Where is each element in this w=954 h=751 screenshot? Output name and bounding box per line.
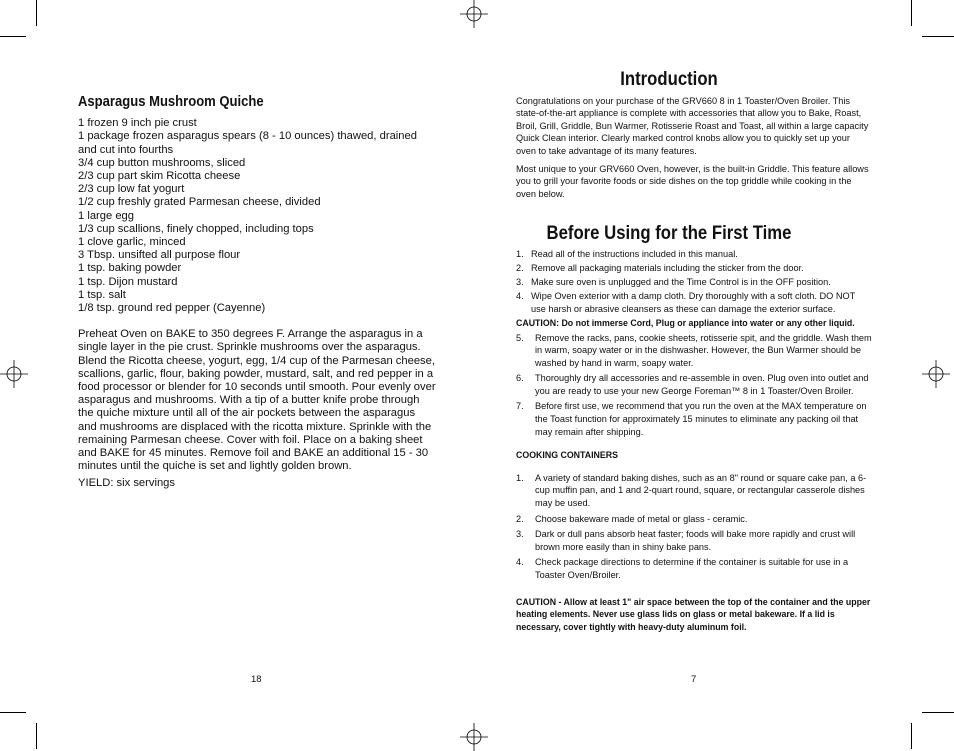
ingredient-item: 2/3 cup low fat yogurt [78,183,185,196]
first-time-steps [516,248,872,315]
step-number: 2. [516,263,524,274]
registration-mark-icon [460,723,488,751]
step-item [516,262,872,275]
recipe-method: Preheat Oven on BAKE to 350 degrees F. Arrange the asparagus in a single layer in the pie crust. Sprinkle mushrooms over the asparagus. Blend the Ricotta cheese, yogurt, egg, 1/4 cup of the Parmesan cheese, scallions, garlic, flour, baking powder, mustard, salt, and red pepper in a food processor or blender for 10 seconds until smooth. Pour evenly over asparagus and mushrooms. With a tip of a butter knife probe through the quiche mixture until all of the air pockets between the asparagus and mushrooms are displaced with the ricotta mixture. Sprinkle with the remaining Parmesan cheese. Cover with foil. Place on a baking sheet and BAKE for 45 minutes. Remove foil and BAKE an additional 15 - 30 minutes until the quiche is set and lightly golden brown. [78,328,436,473]
container-item [516,513,872,526]
step-number: 3. [516,277,524,288]
ingredient-item: 2/3 cup part skim Ricotta cheese [78,170,241,183]
step-item [516,332,872,370]
containers-heading: COOKING CONTAINERS [516,450,618,461]
item-text: A variety of standard baking dishes, such as an 8" round or square cake pan, a 6-cup muffin pan, and 1 and 2-quart round, square, or rectangular casserole dishes may be used. [535,472,867,509]
crop-mark [36,0,37,26]
container-item [516,556,872,581]
item-number: 3. [516,529,524,540]
ingredient-item: 1 tsp. baking powder [78,262,182,275]
step-text: Before first use, we recommend that you run the oven at the MAX temperature on the Toast function for approximately 15 minutes to eliminate any packing oil that may remain after shipping. [535,401,867,437]
item-text: Choose bakeware made of metal or glass - ceramic. [535,513,748,524]
crop-mark [0,36,26,37]
ingredient-item: 1/8 tsp. ground red pepper (Cayenne) [78,302,266,315]
introduction-title: Introduction [620,69,718,90]
crop-mark [922,36,954,37]
item-number: 2. [516,513,524,524]
step-item [516,372,872,397]
item-number: 4. [516,557,524,568]
crop-mark [36,723,37,749]
registration-mark-icon [0,360,28,388]
crop-mark [0,712,26,713]
crop-mark [911,0,912,26]
container-item [516,528,872,553]
step-text: Wipe Oven exterior with a damp cloth. Dry thoroughly with a soft cloth. DO NOT use harsh or abrasive cleansers as these can damage the exterior surface. [531,291,856,314]
step-number: 6. [516,373,524,384]
page-number-right: 7 [691,674,697,685]
step-item [516,400,872,438]
step-number: 4. [516,291,524,302]
step-text: Remove all packaging materials including the sticker from the door. [531,263,804,274]
step-text: Thoroughly dry all accessories and re-assemble in oven. Plug oven into outlet and you are ready to use your new George Foreman™ 8 in 1 Toaster/Oven Broiler. [535,373,869,396]
step-text: Read all of the instructions included in this manual. [531,248,738,259]
ingredient-item: 1/3 cup scallions, finely chopped, including tops [78,222,314,235]
ingredient-item: 1/2 cup freshly grated Parmesan cheese, divided [78,196,321,209]
crop-mark [922,712,954,713]
step-text: Remove the racks, pans, cookie sheets, rotisserie spit, and the griddle. Wash them in warm, soapy water or in the dishwasher. However, the Bun Warmer should be washed by hand in warm, soapy water. [535,332,872,368]
page-number-left: 18 [251,674,262,685]
step-text: Make sure oven is unplugged and the Time Control is in the OFF position. [531,277,831,288]
recipe-yield: YIELD: six servings [78,477,175,490]
ingredient-item: 1 clove garlic, minced [78,236,186,249]
ingredient-item: 1 large egg [78,209,134,222]
ingredient-item: 1 package frozen asparagus spears (8 - 10 ounces) thawed, drained and cut into fourths [78,130,417,156]
container-item [516,472,872,510]
step-item [516,276,872,289]
ingredient-item: 3 Tbsp. unsifted all purpose flour [78,249,241,262]
manual-page [516,69,872,633]
item-number: 1. [516,472,524,483]
step-number: 7. [516,401,524,412]
intro-paragraph: Congratulations on your purchase of the GRV660 8 in 1 Toaster/Oven Broiler. This state-of-the-art appliance is complete with accessories that allow you to Bake, Roast, Broil, Grill, Griddle, Bun Warmer, Rotisserie Roast and Toast, all within a large capacity Quick Clean interior. Clearly marked control knobs allow you to quickly set up your oven to take advantage of its many features. [516,95,869,156]
caution-air-space: CAUTION - Allow at least 1" air space between the top of the container and the upper heating elements. Never use glass lids on glass or metal bakeware. If a lid is necessary, cover tightly with heavy-duty aluminum foil. [516,596,871,632]
crop-mark [911,723,912,749]
recipe-page [78,96,436,491]
first-time-title: Before Using for the First Time [546,223,792,245]
step-number: 1. [516,248,524,259]
ingredient-item: 1 frozen 9 inch pie crust [78,117,197,130]
registration-mark-icon [922,360,950,388]
ingredient-item: 1 tsp. Dijon mustard [78,275,178,288]
recipe-title: Asparagus Mushroom Quiche [78,94,264,110]
item-text: Dark or dull pans absorb heat faster; foods will bake more rapidly and crust will brown more easily than in shiny bake pans. [535,529,856,552]
ingredient-item: 1 tsp. salt [78,288,126,301]
ingredient-list [78,117,436,315]
ingredient-item: 3/4 cup button mushrooms, sliced [78,156,246,169]
first-time-steps-continued [516,332,872,439]
registration-mark-icon [460,0,488,28]
caution-immerse: CAUTION: Do not immerse Cord, Plug or appliance into water or any other liquid. [516,317,855,328]
step-number: 5. [516,332,524,343]
containers-list [516,472,872,582]
item-text: Check package directions to determine if the container is suitable for use in a Toaster Oven/Broiler. [535,557,849,580]
intro-paragraph: Most unique to your GRV660 Oven, however, is the built-in Griddle. This feature allows you to grill your favorite foods or side dishes on the top griddle while cooking in the oven below. [516,163,869,199]
step-item [516,248,872,261]
step-item [516,290,872,315]
